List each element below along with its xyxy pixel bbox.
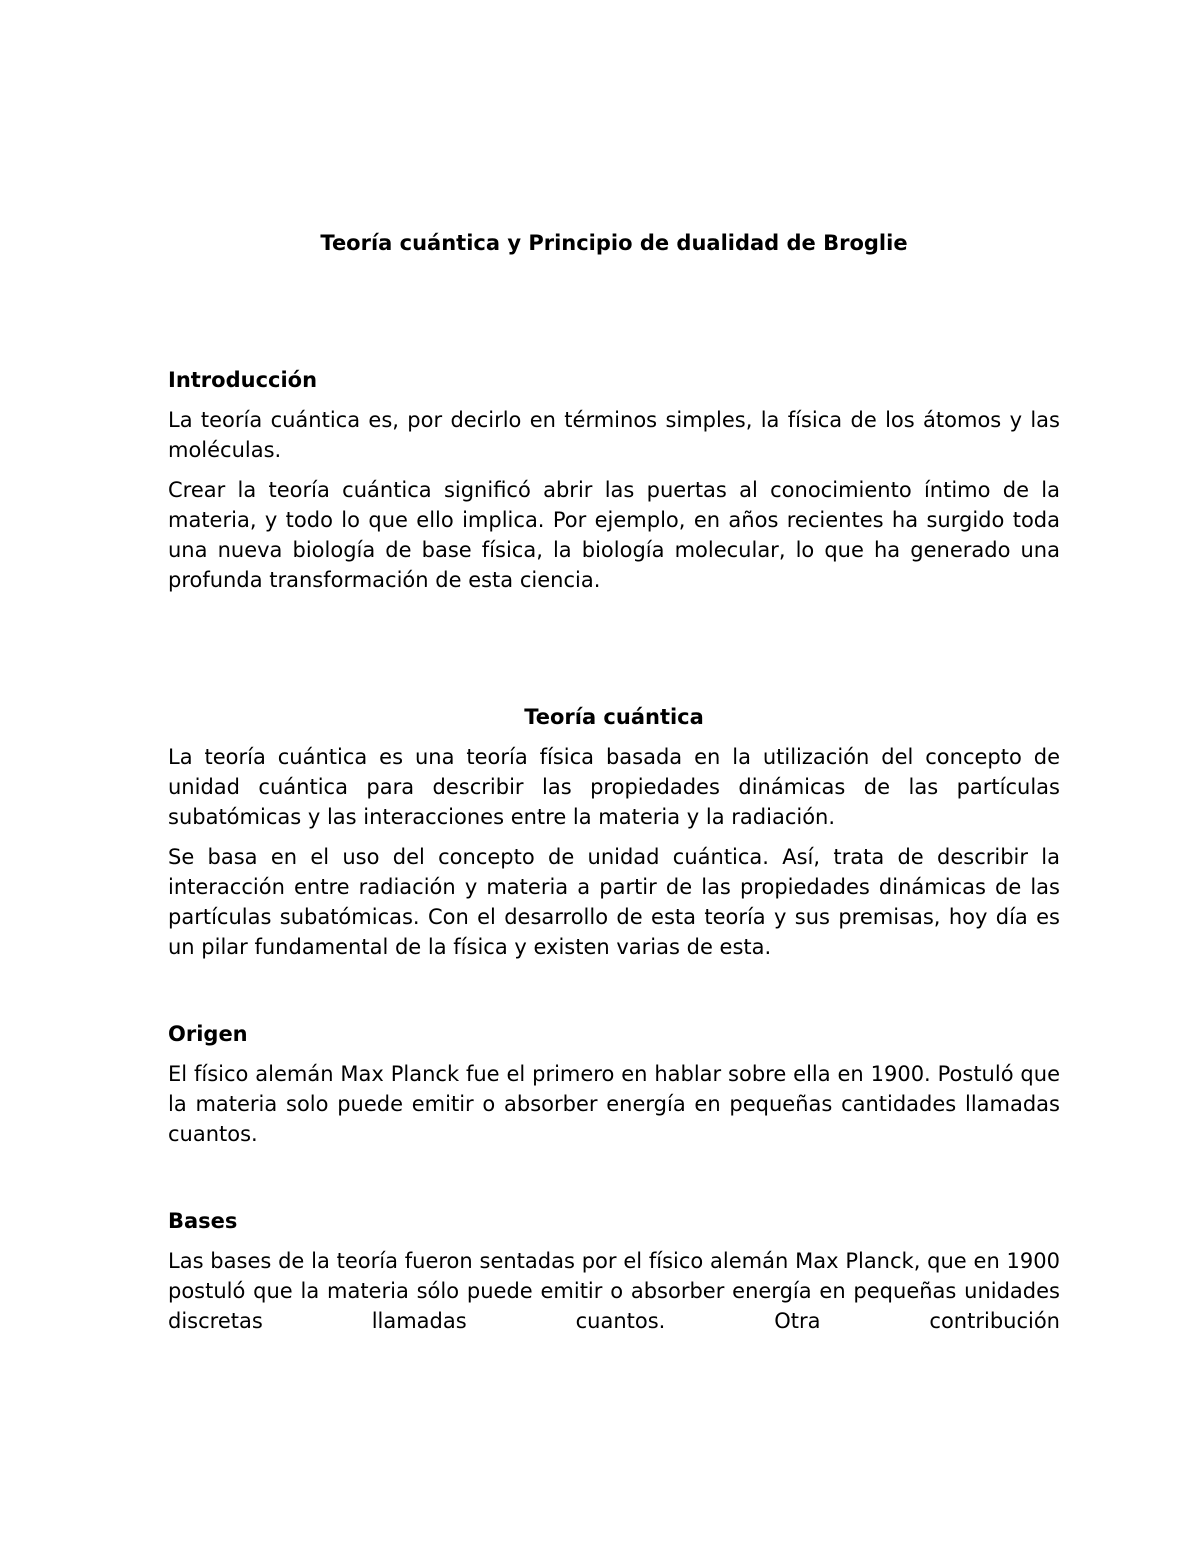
paragraph: La teoría cuántica es, por decirlo en términos simples, la física de los átomos y las moléculas. [168, 408, 1060, 462]
paragraph: La teoría cuántica es una teoría física basada en la utilización del concepto de unidad cuántica para describir las propiedades dinámicas de las partículas subatómicas y las interacciones entre la materia y la radiación. [168, 745, 1060, 829]
document-title: Teoría cuántica y Principio de dualidad de Broglie [320, 231, 908, 255]
section-introduccion [168, 365, 1060, 595]
spacer [168, 972, 1060, 1019]
paragraph: El físico alemán Max Planck fue el primero en hablar sobre ella en 1900. Postuló que la materia solo puede emitir o absorber energía en pequeñas cantidades llamadas cuantos. [168, 1062, 1060, 1146]
spacer [168, 605, 1060, 702]
spacer [168, 258, 1060, 365]
section-bases [168, 1206, 1060, 1336]
paragraph: Las bases de la teoría fueron sentadas por el físico alemán Max Planck, que en 1900 postuló que la materia sólo puede emitir o absorber energía en pequeñas unidades discretas llamadas cuantos. Otra contribución [168, 1249, 1060, 1333]
section-origen [168, 1019, 1060, 1149]
section-teoria-cuantica [168, 702, 1060, 962]
spacer [168, 1159, 1060, 1206]
document-body [168, 228, 1060, 1346]
section-heading: Origen [168, 1022, 248, 1046]
section-heading: Introducción [168, 368, 318, 392]
section-heading: Bases [168, 1209, 238, 1233]
paragraph: Crear la teoría cuántica significó abrir las puertas al conocimiento íntimo de la materia, y todo lo que ello implica. Por ejemplo, en años recientes ha surgido toda una nueva biología de base física, la biología molecular, lo que ha generado una profunda transformación de esta ciencia. [168, 478, 1060, 592]
paragraph: Se basa en el uso del concepto de unidad cuántica. Así, trata de describir la interacción entre radiación y materia a partir de las propiedades dinámicas de las partículas subatómicas. Con el desarrollo de esta teoría y sus premisas, hoy día es un pilar fundamental de la física y existen varias de esta. [168, 845, 1060, 959]
section-heading: Teoría cuántica [524, 705, 704, 729]
